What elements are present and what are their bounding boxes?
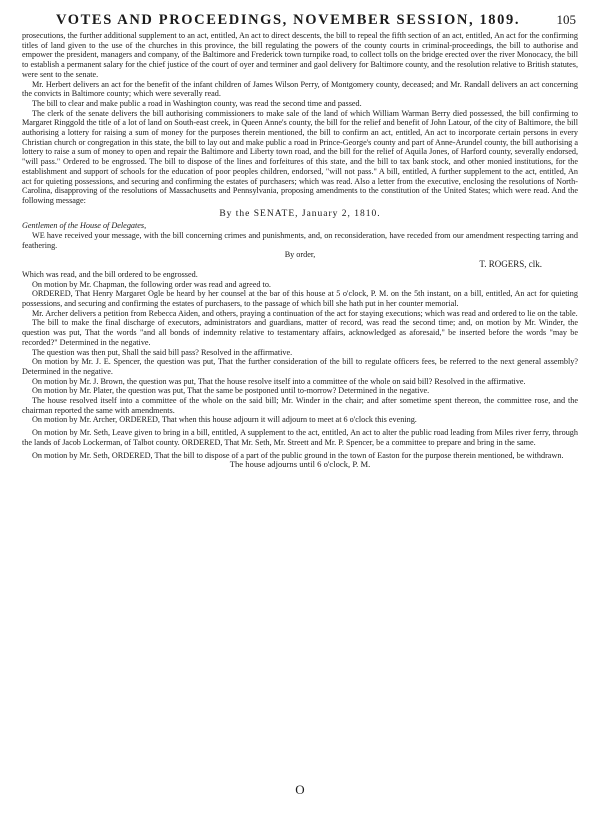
paragraph: The bill to make the final discharge of executors, administrators and guardians, matter of record, was read the second time; and, on motion by Mr. Winder, the question was put, That the words "and all bonds of indemnity relative to testamentary affairs, acknowledged as aforesaid," be inserted before the words "may be recorded?" Determined in the negative.: [22, 318, 578, 347]
paragraph: Which was read, and the bill ordered to be engrossed.: [22, 269, 198, 279]
paragraph: Mr. Herbert delivers an act for the benefit of the infant children of James Wilson Perry, of Montgomery county, deceased; and Mr. Randall delivers an act concerning the convicts in Baltimore county; which were severally read.: [22, 79, 578, 99]
page-title: VOTES AND PROCEEDINGS, NOVEMBER SESSION, 1809.: [56, 12, 521, 28]
paragraph: The bill to clear and make public a road in Washington county, was read the second time and passed.: [32, 98, 362, 108]
paragraph: On motion by Mr. Seth, ORDERED, That the bill to dispose of a part of the public ground in the town of Easton for the purpose therein mentioned, be withdrawn.: [32, 450, 564, 460]
paragraph: On motion by Mr. J. Brown, the question was put, That the house resolve itself into a committee of the whole on said bill? Resolved in the affirmative.: [32, 376, 526, 386]
page-number: 105: [556, 12, 576, 27]
message-heading: By the SENATE, January 2, 1810.: [219, 208, 381, 219]
message-signature: T. ROGERS, clk.: [479, 259, 542, 270]
paragraph: The question was then put, Shall the said bill pass? Resolved in the affirmative.: [32, 347, 293, 357]
paragraph: On motion by Mr. Chapman, the following order was read and agreed to.: [32, 279, 271, 289]
paragraph: On motion by Mr. Archer, ORDERED, That when this house adjourn it will adjourn to meet at 6 o'clock this evening.: [32, 415, 417, 425]
paragraph: Mr. Archer delivers a petition from Rebecca Aiden, and others, praying a continuation of the act for staying executions; which was read and ordered to lie on the table.: [32, 308, 578, 318]
paragraph: prosecutions, the further additional supplement to an act, entitled, An act to direct descents, the bill to repeal the fifth section of an act, entitled, An act for the confirming titles of land given to the use of the churches in this province, the bill regulating the powers of the county courts in criminal-proceedings, the bill to authorise and empower the president, managers and company, of the Baltimore and Frederick town turnpike road, to collect tolls on the bridge erected over the river Monocacy, the bill to establish a permanent salary for the chief justice of the court of oyer and terminer and gaol delivery for Baltimore county, and the resolution relative to British statutes, were sent to the senate.: [22, 31, 578, 79]
paragraph: The house resolved itself into a committee of the whole on the said bill; Mr. Winder in the chair; and after sometime spent thereon, the committee rose, and the chairman reported the same with amendments.: [22, 396, 578, 415]
running-head: [56, 12, 576, 29]
paragraph: On motion by Mr. Plater, the question was put, That the same be postponed until to-morrow? Determined in the negative.: [32, 386, 430, 396]
paragraph: On motion by Mr. J. E. Spencer, the question was put, That the further consideration of the bill to regulate officers fees, be referred to the next general assembly? Determined in the negative.: [22, 357, 578, 376]
message-salutation: Gentlemen of the House of Delegates,: [22, 221, 147, 231]
signature-mark: O: [295, 782, 305, 797]
adjournment-line: The house adjourns until 6 o'clock, P. M.: [229, 459, 371, 470]
page-body: [22, 31, 578, 470]
message-by-order: By order,: [284, 250, 316, 260]
paragraph: On motion by Mr. Seth, Leave given to bring in a bill, entitled, A supplement to the act, entitled, An act to alter the public road leading from Miles river ferry, through the lands of Jacob Lockerman, of Talbot county. ORDERED, That Mr. Seth, Mr. Streett and Mr. P. Spencer, be a committee to prepare and bring in the same.: [22, 428, 578, 447]
message-body: WE have received your message, with the bill concerning crimes and punishments, and, on reconsideration, have receded from our amendment respecting tarring and feathering.: [22, 231, 578, 250]
paragraph: ORDERED, That Henry Margaret Ogle be heard by her counsel at the bar of this house at 5 o'clock, P. M. on the 5th instant, on a bill, entitled, An act for quieting possessions, and securing and confirming the estates of purchasers, to the passage of which bill she hath put in her counter memorial.: [22, 289, 578, 308]
paragraph: The clerk of the senate delivers the bill authorising commissioners to make sale of the land of which William Warman Berry died possessed, the bill confirming to Margaret Ringgold the title of a lot of land on South-east creek, in Queen Anne's county, the bill for the relief and benefit of John Latour, of the city of Baltimore, the bill authorising a lottery for raising a sum of money for the purposes therein mentioned, the bill to confirm an act, entitled, An act to incorporate certain persons in every Christian church or congregation in this state, the bill to lay out and make public a road in Prince-George's county and part of Anne-Arundel county, the bill authorising a lottery to raise a sum of money to open and repair the Baltimore and Liberty town road, and the bill for the relief of Aquila Jones, of Harford county, severally endorsed, "will pass." Ordered to be engrossed. The bill to dispose of the lines and forfeitures of this state, and the bill to tax bank stock, and other monied institutions, for the establishment and support of schools for the education of poor peoples children, endorsed, "will not pass." A bill, entitled, A further supplement to the act, entitled, An act for quieting possessions, and securing and confirming the estates of purchasers; which was read. Also a letter from the executive, enclosing the resolutions of North-Carolina, disapproving of the resolutions of Massachusetts and Pennsylvania, proposing amendments to the constitution of the United States; which were read. And the following message:: [22, 108, 578, 205]
